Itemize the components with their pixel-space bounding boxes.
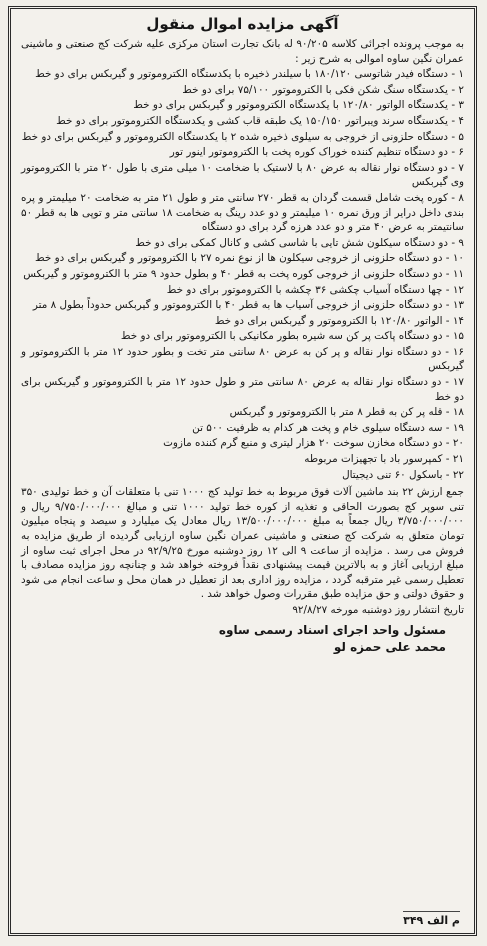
list-item: ۲۰ - دو دستگاه مخازن سوخت ۲۰ هزار لیتری و منبع گرم کننده مازوت xyxy=(163,437,464,450)
list-item: ۶ - دو دستگاه تنظیم کننده خوراک کوره پخت با الکتروموتور اینور تور xyxy=(169,146,464,159)
list-item: ۱۳ - دو دستگاه حلزونی از خروجی آسیاب ها به قطر ۴۰ با الکتروموتور و گیربکس حدوداً بطول ۸ متر xyxy=(32,299,464,312)
signature-block xyxy=(21,622,464,656)
list-item: ۱۵ - دو دستگاه پاکت پر کن سه شیره بطور مکانیکی با الکتروموتور برای دو خط xyxy=(120,330,464,343)
items-list xyxy=(21,67,464,482)
auction-notice xyxy=(8,6,477,936)
publish-date: تاریخ انتشار روز دوشنبه مورخه ۹۲/۸/۲۷ xyxy=(292,603,464,616)
list-item: ۲۲ - باسکول ۶۰ تنی دیجیتال xyxy=(342,468,464,481)
notice-code: م الف ۳۴۹ xyxy=(403,911,460,927)
list-item: ۲۱ - کمپرسور باد با تجهیزات مربوطه xyxy=(304,453,464,466)
list-item: ۹ - دو دستگاه سیکلون شش تایی با شاسی کشی و کانال کمکی برای دو خط xyxy=(135,236,464,249)
list-item: ۱۰ - دو دستگاه حلزونی از خروجی سیکلون ها از نوع نمره ۲۷ با الکتروموتور و گیربکس برای دو خط xyxy=(35,252,464,265)
list-item: ۲ - یکدستگاه سنگ شکن فکی با الکتروموتور ۷۵/۱۰۰ برای دو خط xyxy=(182,83,464,96)
list-item: ۷ - دو دستگاه نوار نقاله به عرض ۸۰ با لاستیک با ضخامت ۱۰ میلی متری با طول ۲۰ متر با الکتروموتور وی گیربکس xyxy=(21,161,464,189)
list-item: ۱۷ - دو دستگاه نوار نقاله به عرض ۸۰ سانتی متر و طول حدود ۱۲ متر با الکتروموتور و گیربکس برای دو خط xyxy=(21,376,465,403)
list-item: ۴ - یکدستگاه سرند ویبراتور ۱۵۰/۱۵۰ یک طبقه قاب کشی و یکدستگاه الکتروموتور برای دو خط xyxy=(56,114,464,127)
list-item: ۳ - یکدستگاه الواتور ۱۲۰/۸۰ با یکدستگاه الکتروموتور و گیربکس برای دو خط xyxy=(133,99,464,112)
list-item: ۱۹ - سه دستگاه سیلوی خام و پخت هر کدام به ظرفیت ۵۰۰ تن xyxy=(192,421,464,434)
signature-title: مسئول واحد اجرای اسناد رسمی ساوه xyxy=(218,622,446,637)
list-item: ۱۲ - چها دستگاه آسیاب چکشی ۳۶ چکشه با الکتروموتور برای دو خط xyxy=(166,283,464,296)
list-item: ۱ - دستگاه فیدر شاتوسی ۱۸۰/۱۲۰ با سیلندر ذخیره با یکدستگاه الکتروموتور و گیربکس برای دو خط xyxy=(35,68,464,81)
notice-title: آگهی مزایده اموال منقول xyxy=(146,15,339,33)
list-item: ۱۸ - قله پر کن به قطر ۸ متر با الکتروموتور و گیربکس xyxy=(229,406,464,419)
list-item: ۱۴ - الواتور ۱۲۰/۸۰ با الکتروموتور و گیربکس برای دو خط xyxy=(214,314,464,327)
list-item: ۵ - دستگاه حلزونی از خروجی به سیلوی ذخیره شده ۲ با یکدستگاه الکتروموتور و گیربکس برای دو خط xyxy=(21,130,464,143)
notice-intro: به موجب پرونده اجرائی کلاسه ۹۰/۲۰۵ له بانک تجارت استان مرکزی علیه شرکت کج صنعتی و ماشینی عمران نگین ساوه اموالی به شرح زیر : xyxy=(21,38,464,65)
list-item: ۸ - کوره پخت شامل قسمت گردان به قطر ۲۷۰ سانتی متر و طول ۲۱ متر به ضخامت ۲۰ میلیمتر و پره بندی داخل درایر از ورق نمره ۱۰ میلیمتر و دو عدد رینگ به ضخامت ۱۸ سانتی متر و توپی ها به قطر ۵۰ سانتیمتر به عرض ۴۰ متر و دو عدد هرزه گرد برای دو دستگاه xyxy=(21,191,464,234)
list-item: ۱۱ - دو دستگاه حلزونی از خروجی کوره پخت به قطر ۴۰ و بطول حدود ۹ متر با الکتروموتور و گیربکس xyxy=(23,267,464,280)
valuation-paragraph: جمع ارزش ۲۲ بند ماشین آلات فوق مربوط به خط تولید کج ۱۰۰۰ تنی با متعلقات آن و خط تولیدی ۳۵۰ تنی سوپر کج بصورت الحاقی و تغذیه از کوره خط تولید ۱۰۰۰ تنی و مبالغ ۹/۷۵۰/۰۰۰/۰۰۰ ریال و ۳/۷۵۰/۰۰۰/۰۰۰ ریال جمعاً به مبلغ ۱۳/۵۰۰/۰۰۰/۰۰۰ ریال معادل یک میلیارد و سیصد و پنجاه میلیون تومان متعلق به شرکت کج صنعتی و ماشینی عمران نگین ساوه ارزیابی گردیده از طریق مزایده به فروش می رسد . مزایده از ساعت ۹ الی ۱۲ روز دوشنبه مورخ ۹۲/۹/۲۵ در محل اجرای ثبت ساوه از مبلغ ارزیابی آغاز و به بالاترین قیمت پیشنهادی نقداً فروخته خواهد شد و چنانچه روز مزایده مصادف با تعطیل رسمی غیر مترقبه گردد ، مزایده روز اداری بعد از تعطیل در همان محل و ساعت انجام می شود و حقوق دولتی و حق مزایده طبق مقررات وصول خواهد شد . xyxy=(21,486,465,601)
list-item: ۱۶ - دو دستگاه نوار نقاله و پر کن به عرض ۸۰ سانتی متر تخت و بطور حدود ۱۲ متر با الکتروموتور و گیربکس xyxy=(21,345,464,373)
signature-name: محمد علی حمزه لو xyxy=(333,639,446,654)
